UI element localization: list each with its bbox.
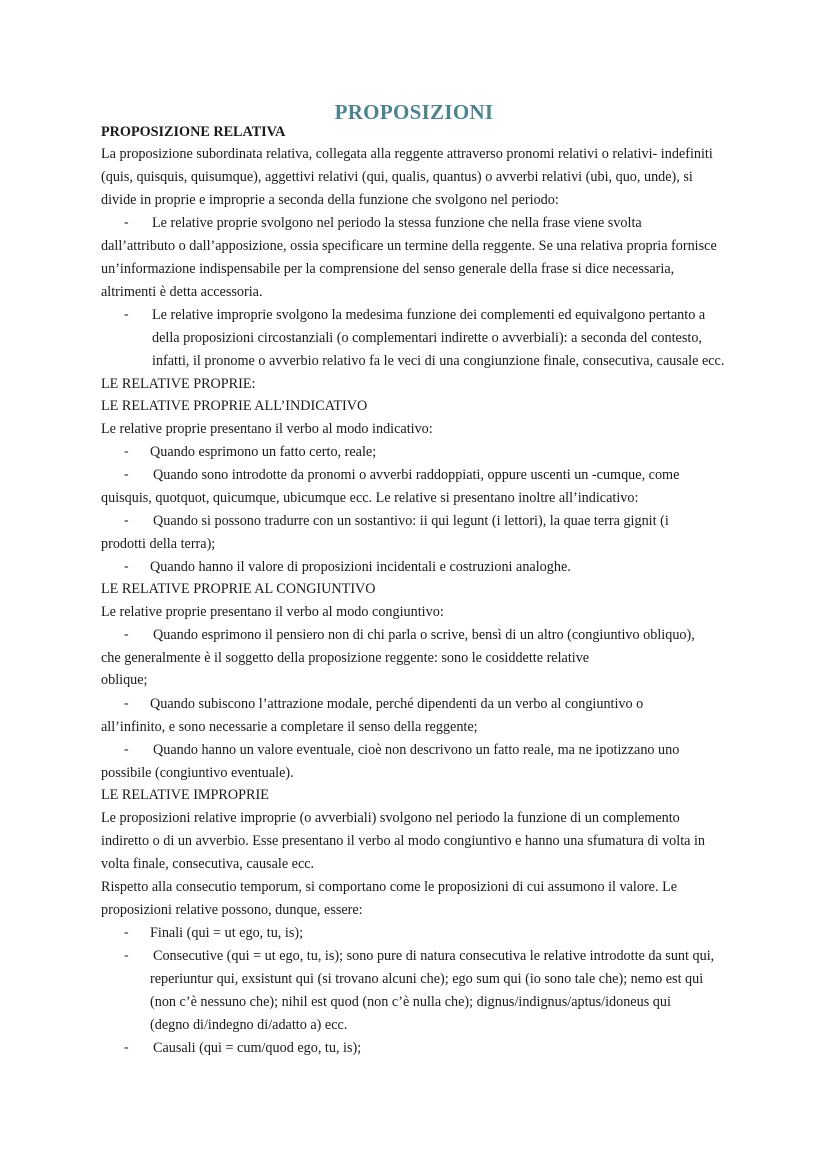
list-item: Quando si possono tradurre con un sostantivo: ii qui legunt (i lettori), la quae terra gignit (i: [153, 513, 669, 529]
list-item: Consecutive (qui = ut ego, tu, is); sono pure di natura consecutiva le relative introdotte da sunt qui,: [153, 948, 715, 964]
text-line: La proposizione subordinata relativa, collegata alla reggente attraverso pronomi relativi o relativi- indefiniti: [101, 146, 713, 162]
bullet-dash-icon: -: [124, 948, 129, 963]
list-item: Quando sono introdotte da pronomi o avverbi raddoppiati, oppure uscenti un -cumque, come: [153, 467, 680, 483]
text-line: possibile (congiuntivo eventuale).: [101, 765, 294, 781]
text-line: Le relative proprie presentano il verbo al modo congiuntivo:: [101, 604, 444, 620]
text-line: LE RELATIVE PROPRIE:: [101, 376, 256, 392]
text-line: (degno di/indegno di/adatto a) ecc.: [150, 1017, 348, 1033]
text-line: della proposizioni circostanziali (o complementari indirette o avverbiali): a seconda del contesto,: [152, 330, 702, 346]
list-item: Quando subiscono l’attrazione modale, perché dipendenti da un verbo al congiuntivo o: [150, 696, 644, 712]
text-line: reperiuntur qui, exsistunt qui (si trovano alcuni che); ego sum qui (io sono tale che); nemo est qui: [150, 971, 704, 987]
text-line: proposizioni relative possono, dunque, essere:: [101, 902, 363, 918]
list-item: Quando hanno il valore di proposizioni incidentali e costruzioni analoghe.: [150, 559, 571, 575]
text-line: LE RELATIVE PROPRIE AL CONGIUNTIVO: [101, 581, 376, 597]
bullet-dash-icon: -: [124, 925, 129, 940]
bullet-dash-icon: -: [124, 1040, 129, 1055]
list-item: Quando hanno un valore eventuale, cioè non descrivono un fatto reale, ma ne ipotizzano uno: [153, 742, 680, 758]
text-line: LE RELATIVE PROPRIE ALL’INDICATIVO: [101, 398, 368, 414]
text-line: Le proposizioni relative improprie (o avverbiali) svolgono nel periodo la funzione di un complemento: [101, 810, 680, 826]
text-line: un’informazione indispensabile per la comprensione del senso generale della frase si dice necessaria,: [101, 261, 675, 277]
list-item: Le relative proprie svolgono nel periodo la stessa funzione che nella frase viene svolta: [152, 215, 642, 231]
bullet-dash-icon: -: [124, 696, 129, 711]
text-line: (non c’è nessuno che); nihil est quod (non c’è nulla che); dignus/indignus/aptus/idoneus qui: [150, 994, 671, 1010]
list-item: Le relative improprie svolgono la medesima funzione dei complementi ed equivalgono pertanto a: [152, 307, 706, 323]
list-item: Finali (qui = ut ego, tu, is);: [150, 925, 304, 941]
text-line: volta finale, consecutiva, causale ecc.: [101, 856, 315, 872]
text-line: LE RELATIVE IMPROPRIE: [101, 787, 269, 803]
text-line: Le relative proprie presentano il verbo al modo indicativo:: [101, 421, 433, 437]
list-item: Quando esprimono un fatto certo, reale;: [150, 444, 377, 460]
bullet-dash-icon: -: [124, 215, 129, 230]
bullet-dash-icon: -: [124, 444, 129, 459]
text-line: (quis, quisquis, quisumque), aggettivi relativi (qui, qualis, quantus) o avverbi relativi (ubi, quo, unde), si: [101, 169, 693, 185]
text-line: all’infinito, e sono necessarie a completare il senso della reggente;: [101, 719, 478, 735]
bullet-dash-icon: -: [124, 627, 129, 642]
text-line: quisquis, quotquot, quicumque, ubicumque ecc. Le relative si presentano inoltre all’indicativo:: [101, 490, 639, 506]
text-line: altrimenti è detta accessoria.: [101, 284, 263, 300]
text-line: prodotti della terra);: [101, 536, 216, 552]
text-line: indiretto o di un avverbio. Esse presentano il verbo al modo congiuntivo e hanno una sfumatura di volta in: [101, 833, 706, 849]
bullet-dash-icon: -: [124, 742, 129, 757]
text-line: Rispetto alla consecutio temporum, si comportano come le proposizioni di cui assumono il valore. Le: [101, 879, 678, 895]
text-line: dall’attributo o dall’apposizione, ossia specificare un termine della reggente. Se una relativa propria fornisce: [101, 238, 717, 254]
text-line: che generalmente è il soggetto della proposizione reggente: sono le cosiddette relative: [101, 650, 590, 666]
text-line: divide in proprie e improprie a seconda della funzione che svolgono nel periodo:: [101, 192, 559, 208]
bullet-dash-icon: -: [124, 307, 129, 322]
bullet-dash-icon: -: [124, 559, 129, 574]
section-heading: PROPOSIZIONE RELATIVA: [101, 124, 286, 140]
list-item: Quando esprimono il pensiero non di chi parla o scrive, bensì di un altro (congiuntivo obliquo),: [153, 627, 695, 643]
bullet-dash-icon: -: [124, 467, 129, 482]
bullet-dash-icon: -: [124, 513, 129, 528]
page-title: PROPOSIZIONI: [334, 100, 494, 124]
list-item: Causali (qui = cum/quod ego, tu, is);: [153, 1040, 362, 1056]
text-line: infatti, il pronome o avverbio relativo fa le veci di una congiunzione finale, consecutiva, causale ecc.: [152, 353, 725, 369]
text-line: oblique;: [101, 672, 148, 688]
